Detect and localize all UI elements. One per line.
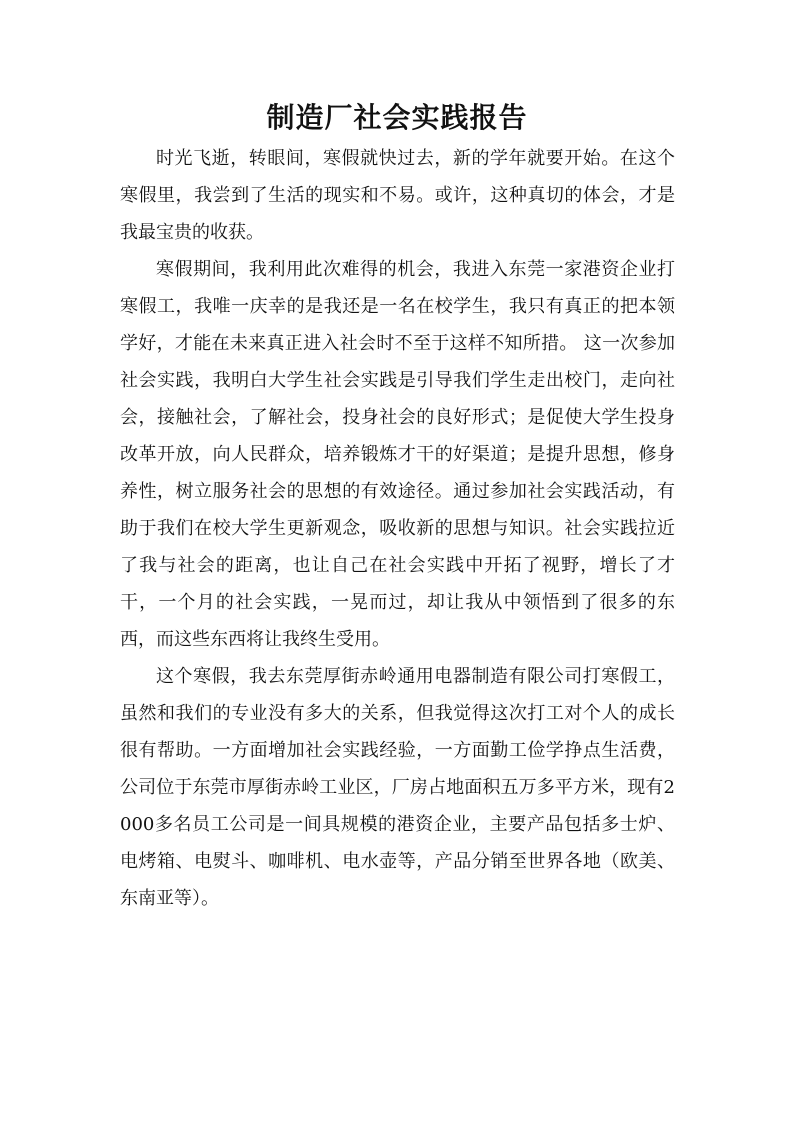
document-body <box>120 140 675 917</box>
paragraph-intro: 时光飞逝，转眼间，寒假就快过去，新的学年就要开始。在这个寒假里，我尝到了生活的现实和不易。或许，这种真切的体会，才是我最宝贵的收获。 <box>120 148 675 243</box>
paragraph-company-info: 这个寒假，我去东莞厚街赤岭通用电器制造有限公司打寒假工，虽然和我们的专业没有多大的关系，但我觉得这次打工对个人的成长很有帮助。一方面增加社会实践经验，一方面勤工俭学挣点生活费，公司位于东莞市厚街赤岭工业区，厂房占地面积五万多平方米，现有2000多名员工公司是一间具规模的港资企业，主要产品包括多士炉、电烤箱、电熨斗、咖啡机、电水壶等，产品分销至世界各地（欧美、东南亚等）。 <box>120 666 675 909</box>
document-title: 制造厂社会实践报告 <box>266 101 528 134</box>
paragraph-practice-meaning: 寒假期间，我利用此次难得的机会，我进入东莞一家港资企业打寒假工，我唯一庆幸的是我还是一名在校学生，我只有真正的把本领学好，才能在未来真正进入社会时不至于这样不知所措。 这一次参加社会实践，我明白大学生社会实践是引导我们学生走出校门，走向社会，接触社会，了解社会，投身社会的良好形式；是促使大学生投身改革开放，向人民群众，培养锻炼才干的好渠道；是提升思想，修身养性，树立服务社会的思想的有效途径。通过参加社会实践活动，有助于我们在校大学生更新观念，吸收新的思想与知识。社会实践拉近了我与社会的距离，也让自己在社会实践中开拓了视野，增长了才干，一个月的社会实践，一晃而过，却让我从中领悟到了很多的东西，而这些东西将让我终生受用。 <box>120 259 675 650</box>
